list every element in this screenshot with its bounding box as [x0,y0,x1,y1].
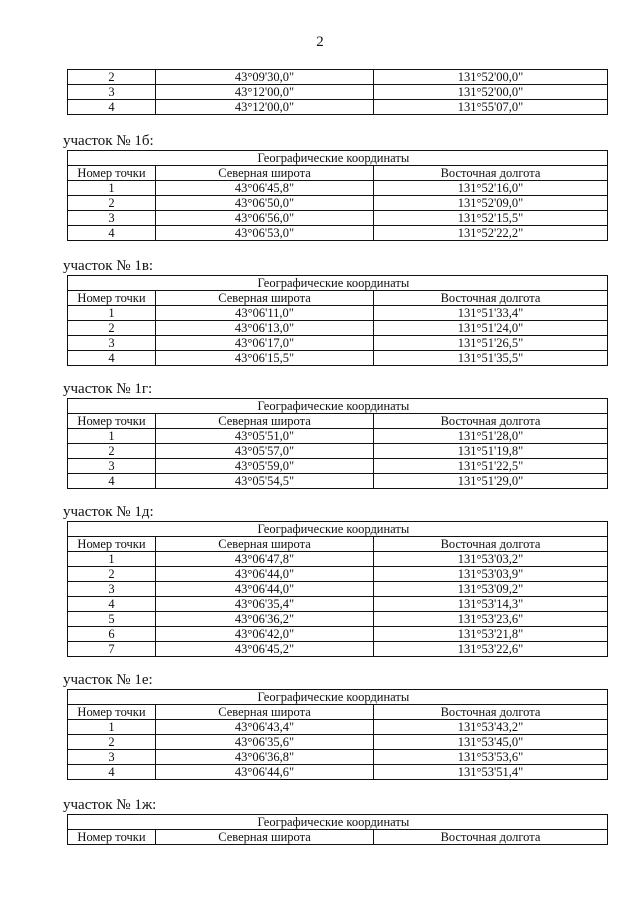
table-header-row [68,830,608,845]
header-spacer [68,276,156,291]
table-row [68,226,608,241]
point-number: 1 [68,306,156,321]
point-number: 1 [68,552,156,567]
header-point-number: Номер точки [68,537,156,552]
point-number: 4 [68,100,156,115]
table-row [68,85,608,100]
point-number: 4 [68,765,156,780]
header-spacer [68,815,156,830]
table-row [68,321,608,336]
longitude-value: 131°53'14,3" [374,597,608,612]
table-row [68,627,608,642]
longitude-value: 131°51'33,4" [374,306,608,321]
longitude-value: 131°51'19,8" [374,444,608,459]
latitude-value: 43°06'35,6" [156,735,374,750]
latitude-value: 43°06'36,8" [156,750,374,765]
longitude-value: 131°52'00,0" [374,70,608,85]
header-latitude: Северная широта [156,537,374,552]
table-header-group-row [68,690,608,705]
latitude-value: 43°05'51,0" [156,429,374,444]
latitude-value: 43°12'00,0" [156,85,374,100]
latitude-value: 43°06'35,4" [156,597,374,612]
table-header-group-row [68,276,608,291]
latitude-value: 43°06'17,0" [156,336,374,351]
point-number: 2 [68,444,156,459]
longitude-value: 131°52'00,0" [374,85,608,100]
longitude-value: 131°53'03,2" [374,552,608,567]
table-row [68,552,608,567]
point-number: 3 [68,336,156,351]
latitude-value: 43°06'11,0" [156,306,374,321]
header-point-number: Номер точки [68,414,156,429]
table-row [68,642,608,657]
latitude-value: 43°06'43,4" [156,720,374,735]
latitude-value: 43°06'13,0" [156,321,374,336]
longitude-value: 131°53'09,2" [374,582,608,597]
table-row [68,597,608,612]
point-number: 4 [68,226,156,241]
header-point-number: Номер точки [68,830,156,845]
header-geographic-coordinates: Географические координаты [156,151,608,166]
point-number: 5 [68,612,156,627]
longitude-value: 131°51'35,5" [374,351,608,366]
header-latitude: Северная широта [156,166,374,181]
continued-coordinates-table [67,69,608,115]
header-geographic-coordinates: Географические координаты [156,276,608,291]
longitude-value: 131°53'51,4" [374,765,608,780]
point-number: 3 [68,85,156,100]
longitude-value: 131°51'28,0" [374,429,608,444]
longitude-value: 131°53'53,6" [374,750,608,765]
page-number: 2 [316,34,324,50]
header-longitude: Восточная долгота [374,705,608,720]
table-row [68,351,608,366]
coordinates-table [67,398,608,489]
table-row [68,336,608,351]
table-row [68,765,608,780]
latitude-value: 43°06'53,0" [156,226,374,241]
point-number: 3 [68,459,156,474]
longitude-value: 131°52'22,2" [374,226,608,241]
latitude-value: 43°06'47,8" [156,552,374,567]
table-row [68,196,608,211]
point-number: 2 [68,735,156,750]
section-title: участок № 1ж: [63,797,157,813]
section-title: участок № 1е: [63,672,153,688]
longitude-value: 131°53'23,6" [374,612,608,627]
header-spacer [68,690,156,705]
latitude-value: 43°06'45,8" [156,181,374,196]
point-number: 2 [68,70,156,85]
table-header-group-row [68,522,608,537]
coordinates-table [67,275,608,366]
latitude-value: 43°06'45,2" [156,642,374,657]
table-header-group-row [68,151,608,166]
table-row [68,444,608,459]
table-row [68,429,608,444]
header-point-number: Номер точки [68,291,156,306]
header-spacer [68,522,156,537]
table-row [68,100,608,115]
latitude-value: 43°09'30,0" [156,70,374,85]
latitude-value: 43°06'36,2" [156,612,374,627]
longitude-value: 131°51'22,5" [374,459,608,474]
header-longitude: Восточная долгота [374,166,608,181]
point-number: 4 [68,597,156,612]
longitude-value: 131°53'43,2" [374,720,608,735]
table-row [68,750,608,765]
longitude-value: 131°51'29,0" [374,474,608,489]
longitude-value: 131°51'24,0" [374,321,608,336]
latitude-value: 43°05'54,5" [156,474,374,489]
point-number: 1 [68,429,156,444]
longitude-value: 131°52'15,5" [374,211,608,226]
header-point-number: Номер точки [68,705,156,720]
table-row [68,612,608,627]
section-title: участок № 1г: [63,381,153,397]
longitude-value: 131°52'09,0" [374,196,608,211]
header-spacer [68,151,156,166]
point-number: 3 [68,211,156,226]
point-number: 2 [68,321,156,336]
header-longitude: Восточная долгота [374,414,608,429]
header-longitude: Восточная долгота [374,830,608,845]
longitude-value: 131°51'26,5" [374,336,608,351]
longitude-value: 131°53'45,0" [374,735,608,750]
latitude-value: 43°06'44,6" [156,765,374,780]
table-header-group-row [68,815,608,830]
table-header-row [68,166,608,181]
section-title: участок № 1в: [63,258,154,274]
latitude-value: 43°05'57,0" [156,444,374,459]
header-longitude: Восточная долгота [374,537,608,552]
header-geographic-coordinates: Географические координаты [156,522,608,537]
latitude-value: 43°06'15,5" [156,351,374,366]
point-number: 4 [68,351,156,366]
latitude-value: 43°06'42,0" [156,627,374,642]
point-number: 4 [68,474,156,489]
header-latitude: Северная широта [156,291,374,306]
latitude-value: 43°06'56,0" [156,211,374,226]
latitude-value: 43°05'59,0" [156,459,374,474]
header-geographic-coordinates: Географические координаты [156,399,608,414]
table-row [68,582,608,597]
coordinates-table [67,689,608,780]
point-number: 1 [68,181,156,196]
latitude-value: 43°06'44,0" [156,582,374,597]
point-number: 1 [68,720,156,735]
latitude-value: 43°06'50,0" [156,196,374,211]
section-title: участок № 1б: [63,133,154,149]
header-latitude: Северная широта [156,830,374,845]
table-row [68,70,608,85]
table-row [68,567,608,582]
longitude-value: 131°55'07,0" [374,100,608,115]
table-header-group-row [68,399,608,414]
section-title: участок № 1д: [63,504,154,520]
longitude-value: 131°53'21,8" [374,627,608,642]
header-geographic-coordinates: Географические координаты [156,815,608,830]
latitude-value: 43°12'00,0" [156,100,374,115]
coordinates-table [67,150,608,241]
table-header-row [68,705,608,720]
table-header-row [68,414,608,429]
point-number: 2 [68,567,156,582]
table-header-row [68,537,608,552]
header-spacer [68,399,156,414]
header-latitude: Северная широта [156,705,374,720]
longitude-value: 131°53'22,6" [374,642,608,657]
coordinates-table [67,521,608,657]
table-row [68,720,608,735]
table-row [68,459,608,474]
header-longitude: Восточная долгота [374,291,608,306]
point-number: 2 [68,196,156,211]
point-number: 7 [68,642,156,657]
table-row [68,306,608,321]
table-row [68,735,608,750]
table-row [68,474,608,489]
coordinates-table [67,814,608,845]
header-geographic-coordinates: Географические координаты [156,690,608,705]
latitude-value: 43°06'44,0" [156,567,374,582]
longitude-value: 131°53'03,9" [374,567,608,582]
longitude-value: 131°52'16,0" [374,181,608,196]
table-row [68,211,608,226]
point-number: 3 [68,750,156,765]
table-row [68,181,608,196]
table-header-row [68,291,608,306]
point-number: 6 [68,627,156,642]
header-latitude: Северная широта [156,414,374,429]
header-point-number: Номер точки [68,166,156,181]
point-number: 3 [68,582,156,597]
